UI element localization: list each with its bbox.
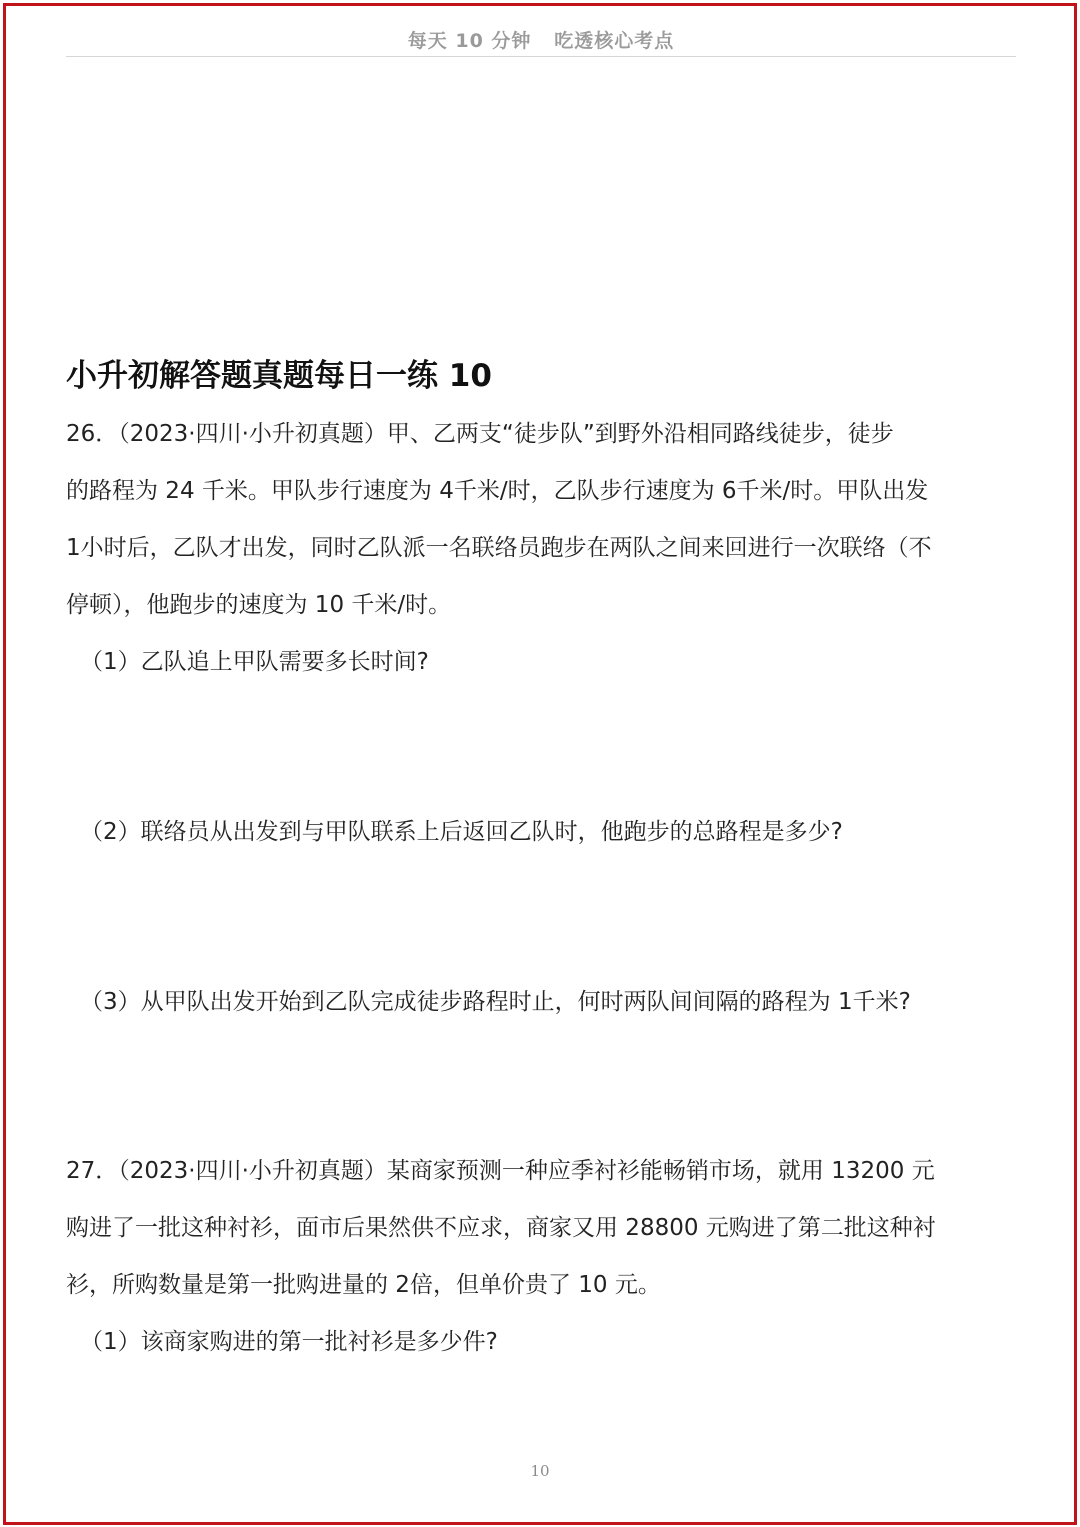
problem-26-line-4: 停顿），他跑步的速度为 10 千米/时。: [66, 592, 452, 618]
problem-26-line-1: 26．（2023·四川·小升初真题）甲、乙两支“徒步队”到野外沿相同路线徒步，徒步: [66, 421, 894, 447]
section-title: 小升初解答题真题每日一练 10: [66, 358, 492, 394]
problem-27-stem: [66, 1143, 1021, 1314]
problem-26-line-2: 的路程为 24 千米。甲队步行速度为 4千米/时，乙队步行速度为 6千米/时。甲队出发: [66, 478, 929, 504]
problem-26-question-3: （3）从甲队出发开始到乙队完成徒步路程时止，何时两队间间隔的路程为 1千米?: [80, 989, 911, 1015]
problem-26-line-3: 1小时后，乙队才出发，同时乙队派一名联络员跑步在两队之间来回进行一次联络（不: [66, 535, 932, 561]
problem-27-line-3: 衫，所购数量是第一批购进量的 2倍，但单价贵了 10 元。: [66, 1272, 661, 1298]
page-number: 10: [530, 1462, 550, 1480]
problem-26-question-1: （1）乙队追上甲队需要多长时间?: [80, 649, 429, 675]
problem-27-line-1: 27．（2023·四川·小升初真题）某商家预测一种应季衬衫能畅销市场，就用 13200 元: [66, 1158, 935, 1184]
problem-26-stem: [66, 406, 1021, 634]
problem-27-question-1: （1）该商家购进的第一批衬衫是多少件?: [80, 1329, 498, 1355]
problem-27-line-2: 购进了一批这种衬衫，面市后果然供不应求，商家又用 28800 元购进了第二批这种衬: [66, 1215, 936, 1241]
page-header: 每天 10 分钟 吃透核心考点: [66, 28, 1016, 57]
problem-26-question-2: （2）联络员从出发到与甲队联系上后返回乙队时，他跑步的总路程是多少?: [80, 819, 843, 845]
